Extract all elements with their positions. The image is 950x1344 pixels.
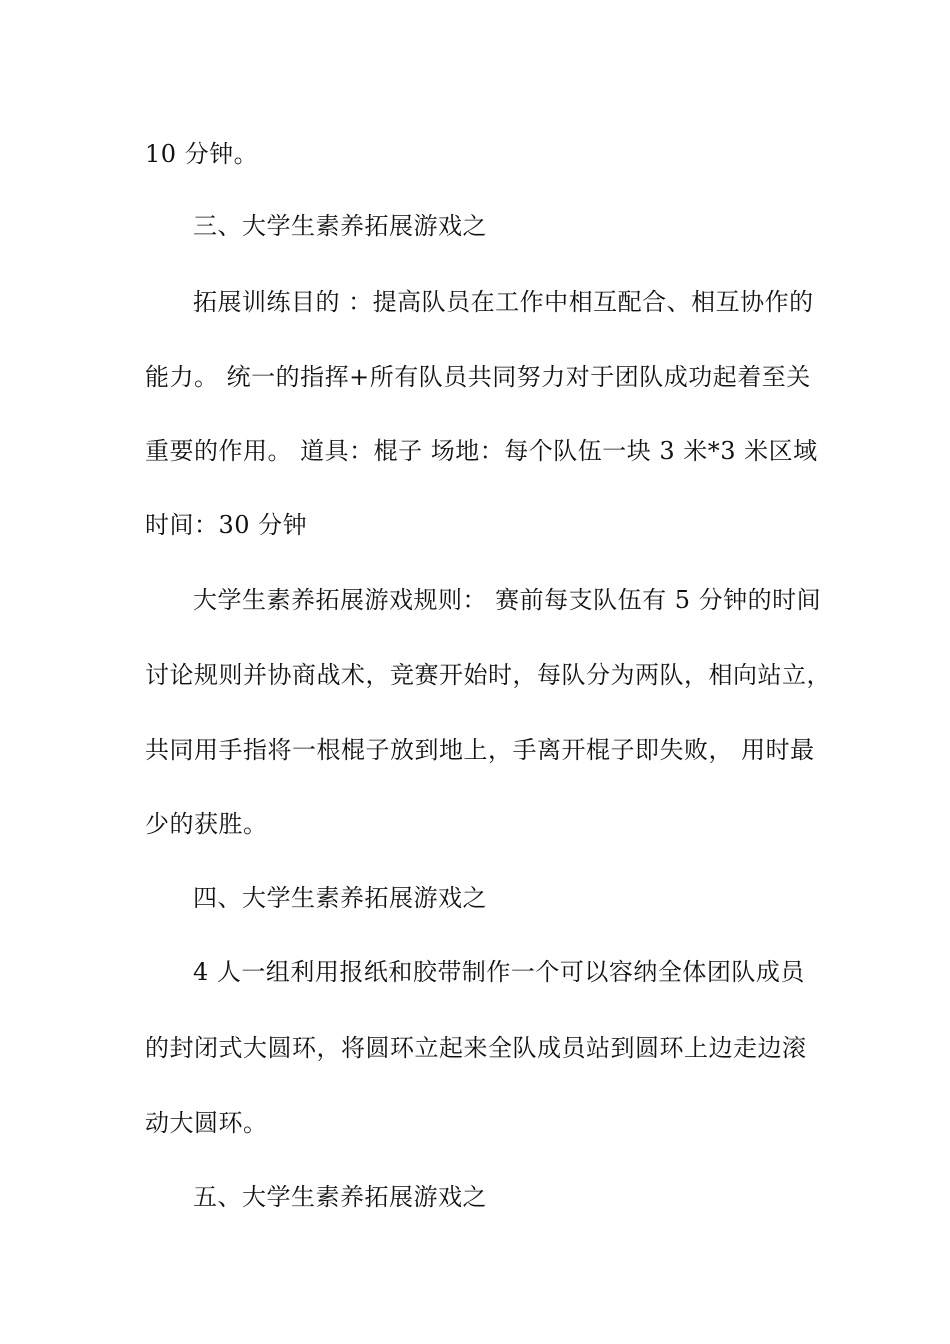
paragraph-line: 4 人一组利用报纸和胶带制作一个可以容纳全体团队成员 — [193, 958, 805, 986]
paragraph-line: 少的获胜。 — [145, 810, 268, 838]
paragraph-line: 能力。 统一的指挥+所有队员共同努力对于团队成功起着至关 — [145, 363, 811, 391]
section-heading-5: 五、大学生素养拓展游戏之 — [193, 1183, 487, 1211]
paragraph-line: 重要的作用。 道具：棍子 场地：每个队伍一块 3 米*3 米区域 — [145, 437, 818, 465]
paragraph-line: 共同用手指将一根棍子放到地上，手离开棍子即失败， 用时最 — [145, 736, 815, 764]
section-heading-3: 三、大学生素养拓展游戏之 — [193, 212, 487, 240]
paragraph-line: 大学生素养拓展游戏规则： 赛前每支队伍有 5 分钟的时间 — [193, 586, 822, 614]
paragraph-line: 动大圆环。 — [145, 1109, 268, 1137]
paragraph-line: 拓展训练目的 ：提高队员在工作中相互配合、相互协作的 — [193, 288, 814, 316]
paragraph-line: 10 分钟。 — [145, 140, 259, 168]
section-heading-4: 四、大学生素养拓展游戏之 — [193, 884, 487, 912]
paragraph-line: 讨论规则并协商战术，竞赛开始时，每队分为两队，相向站立， — [145, 661, 831, 689]
paragraph-line: 时间：30 分钟 — [145, 511, 308, 539]
paragraph-line: 的封闭式大圆环，将圆环立起来全队成员站到圆环上边走边滚 — [145, 1034, 807, 1062]
